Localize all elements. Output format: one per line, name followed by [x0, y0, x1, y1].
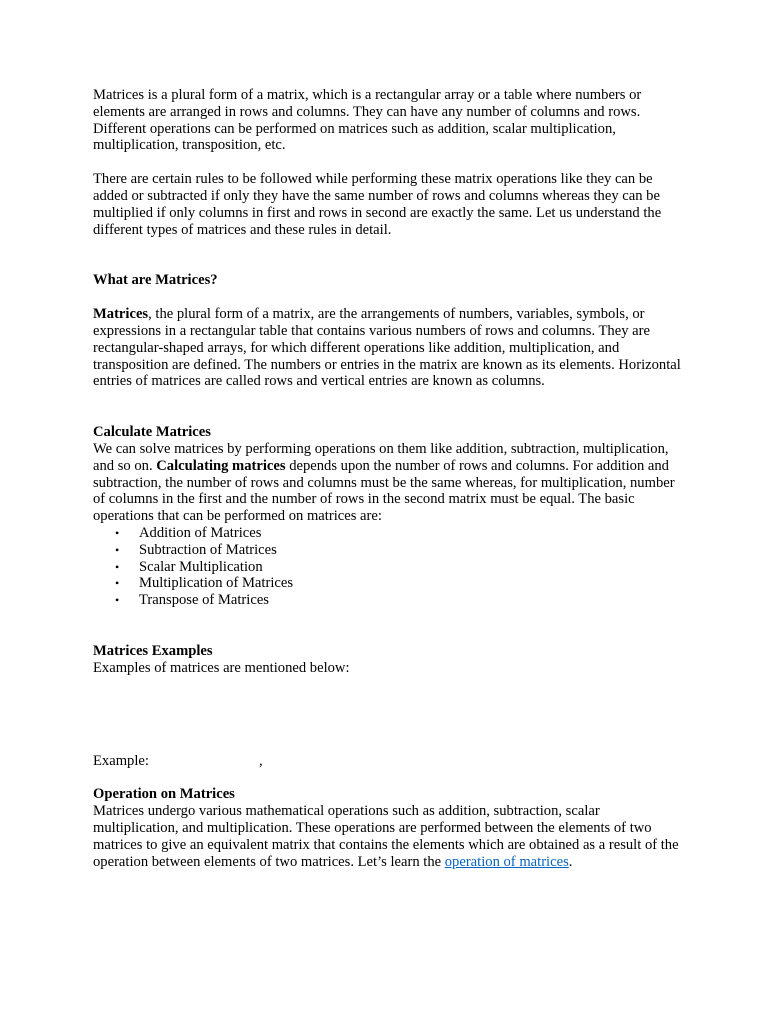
examples-intro: Examples of matrices are mentioned below: — [93, 659, 350, 676]
list-item — [93, 542, 683, 559]
intro-paragraph-1: Matrices is a plural form of a matrix, which is a rectangular array or a table where numbers or elements are arranged in rows and columns. They can have any number of columns and rows. Different operations can be performed on matrices such as addition, scalar multiplication, multiplication, transposition, etc. — [93, 87, 642, 154]
bullet-icon: • — [115, 542, 120, 557]
list-item-label: Addition of Matrices — [139, 524, 262, 541]
calculating-matrices-term: Calculating matrices — [156, 457, 286, 474]
heading-operation-on-matrices: Operation on Matrices — [93, 786, 235, 803]
bullet-icon: • — [115, 525, 120, 540]
heading-matrices-examples: Matrices Examples — [93, 642, 213, 659]
calculate-body-after: depends upon the number of rows and columns. For addition and subtraction, the number of rows and columns must be the same whereas, for multiplication, number of columns in the first and the number of rows in the second matrix must be equal. The basic operations that can be performed on matrices are: — [93, 457, 675, 525]
bullet-icon: • — [115, 559, 120, 574]
operation-paragraph — [93, 803, 683, 870]
operation-tail: . — [568, 853, 573, 870]
spacer — [93, 769, 683, 786]
example-label: Example: — [93, 752, 149, 769]
spacer — [93, 390, 683, 424]
list-item — [93, 559, 683, 576]
heading-what-are-matrices: What are Matrices? — [93, 272, 218, 289]
bullet-icon: • — [115, 593, 120, 608]
document-page — [93, 87, 683, 870]
list-item — [93, 592, 683, 609]
matrices-term: Matrices — [93, 306, 149, 323]
list-item — [93, 525, 683, 542]
spacer — [93, 609, 683, 643]
bullet-icon: • — [115, 576, 120, 591]
operations-list — [93, 525, 683, 609]
list-item-label: Multiplication of Matrices — [139, 575, 294, 592]
what-are-matrices-paragraph — [93, 306, 683, 390]
intro-paragraph-2: There are certain rules to be followed while performing these matrix operations like they can be added or subtracted if only they have the same number of rows and columns whereas they can be multiplied if only columns in first and rows in second are exactly the same. Let us understand the different types of matrices and these rules in detail. — [93, 171, 662, 238]
spacer — [93, 677, 683, 753]
list-item-label: Scalar Multiplication — [139, 558, 263, 575]
spacer — [93, 238, 683, 272]
example-line — [93, 753, 683, 770]
calculate-body-before: We can solve matrices by performing operations on them like addition, subtraction, multiplication, and so on. — [93, 440, 669, 474]
spacer — [93, 289, 683, 306]
list-item-label: Subtraction of Matrices — [139, 541, 277, 558]
spacer — [93, 154, 683, 171]
heading-calculate-matrices: Calculate Matrices — [93, 424, 211, 441]
list-item — [93, 575, 683, 592]
what-are-matrices-body: , the plural form of a matrix, are the arrangements of numbers, variables, symbols, or expressions in a rectangular table that contains various numbers of rows and columns. They are rectangular-shaped arrays, for which different operations like addition, multiplication, and transposition are defined. The numbers or entries in the matrix are known as its elements. Horizontal entries of matrices are called rows and vertical entries are known as columns. — [93, 306, 681, 390]
example-comma: , — [259, 752, 263, 769]
calculate-matrices-paragraph — [93, 441, 683, 525]
operation-of-matrices-link[interactable]: operation of matrices — [444, 853, 569, 870]
operation-body: Matrices undergo various mathematical operations such as addition, subtraction, scalar multiplication, and multiplication. These operations are performed between the elements of two matrices to give an equivalent matrix that contains the elements which are obtained as a result of the operation between elements of two matrices. Let’s learn the — [93, 803, 679, 870]
list-item-label: Transpose of Matrices — [139, 592, 269, 609]
